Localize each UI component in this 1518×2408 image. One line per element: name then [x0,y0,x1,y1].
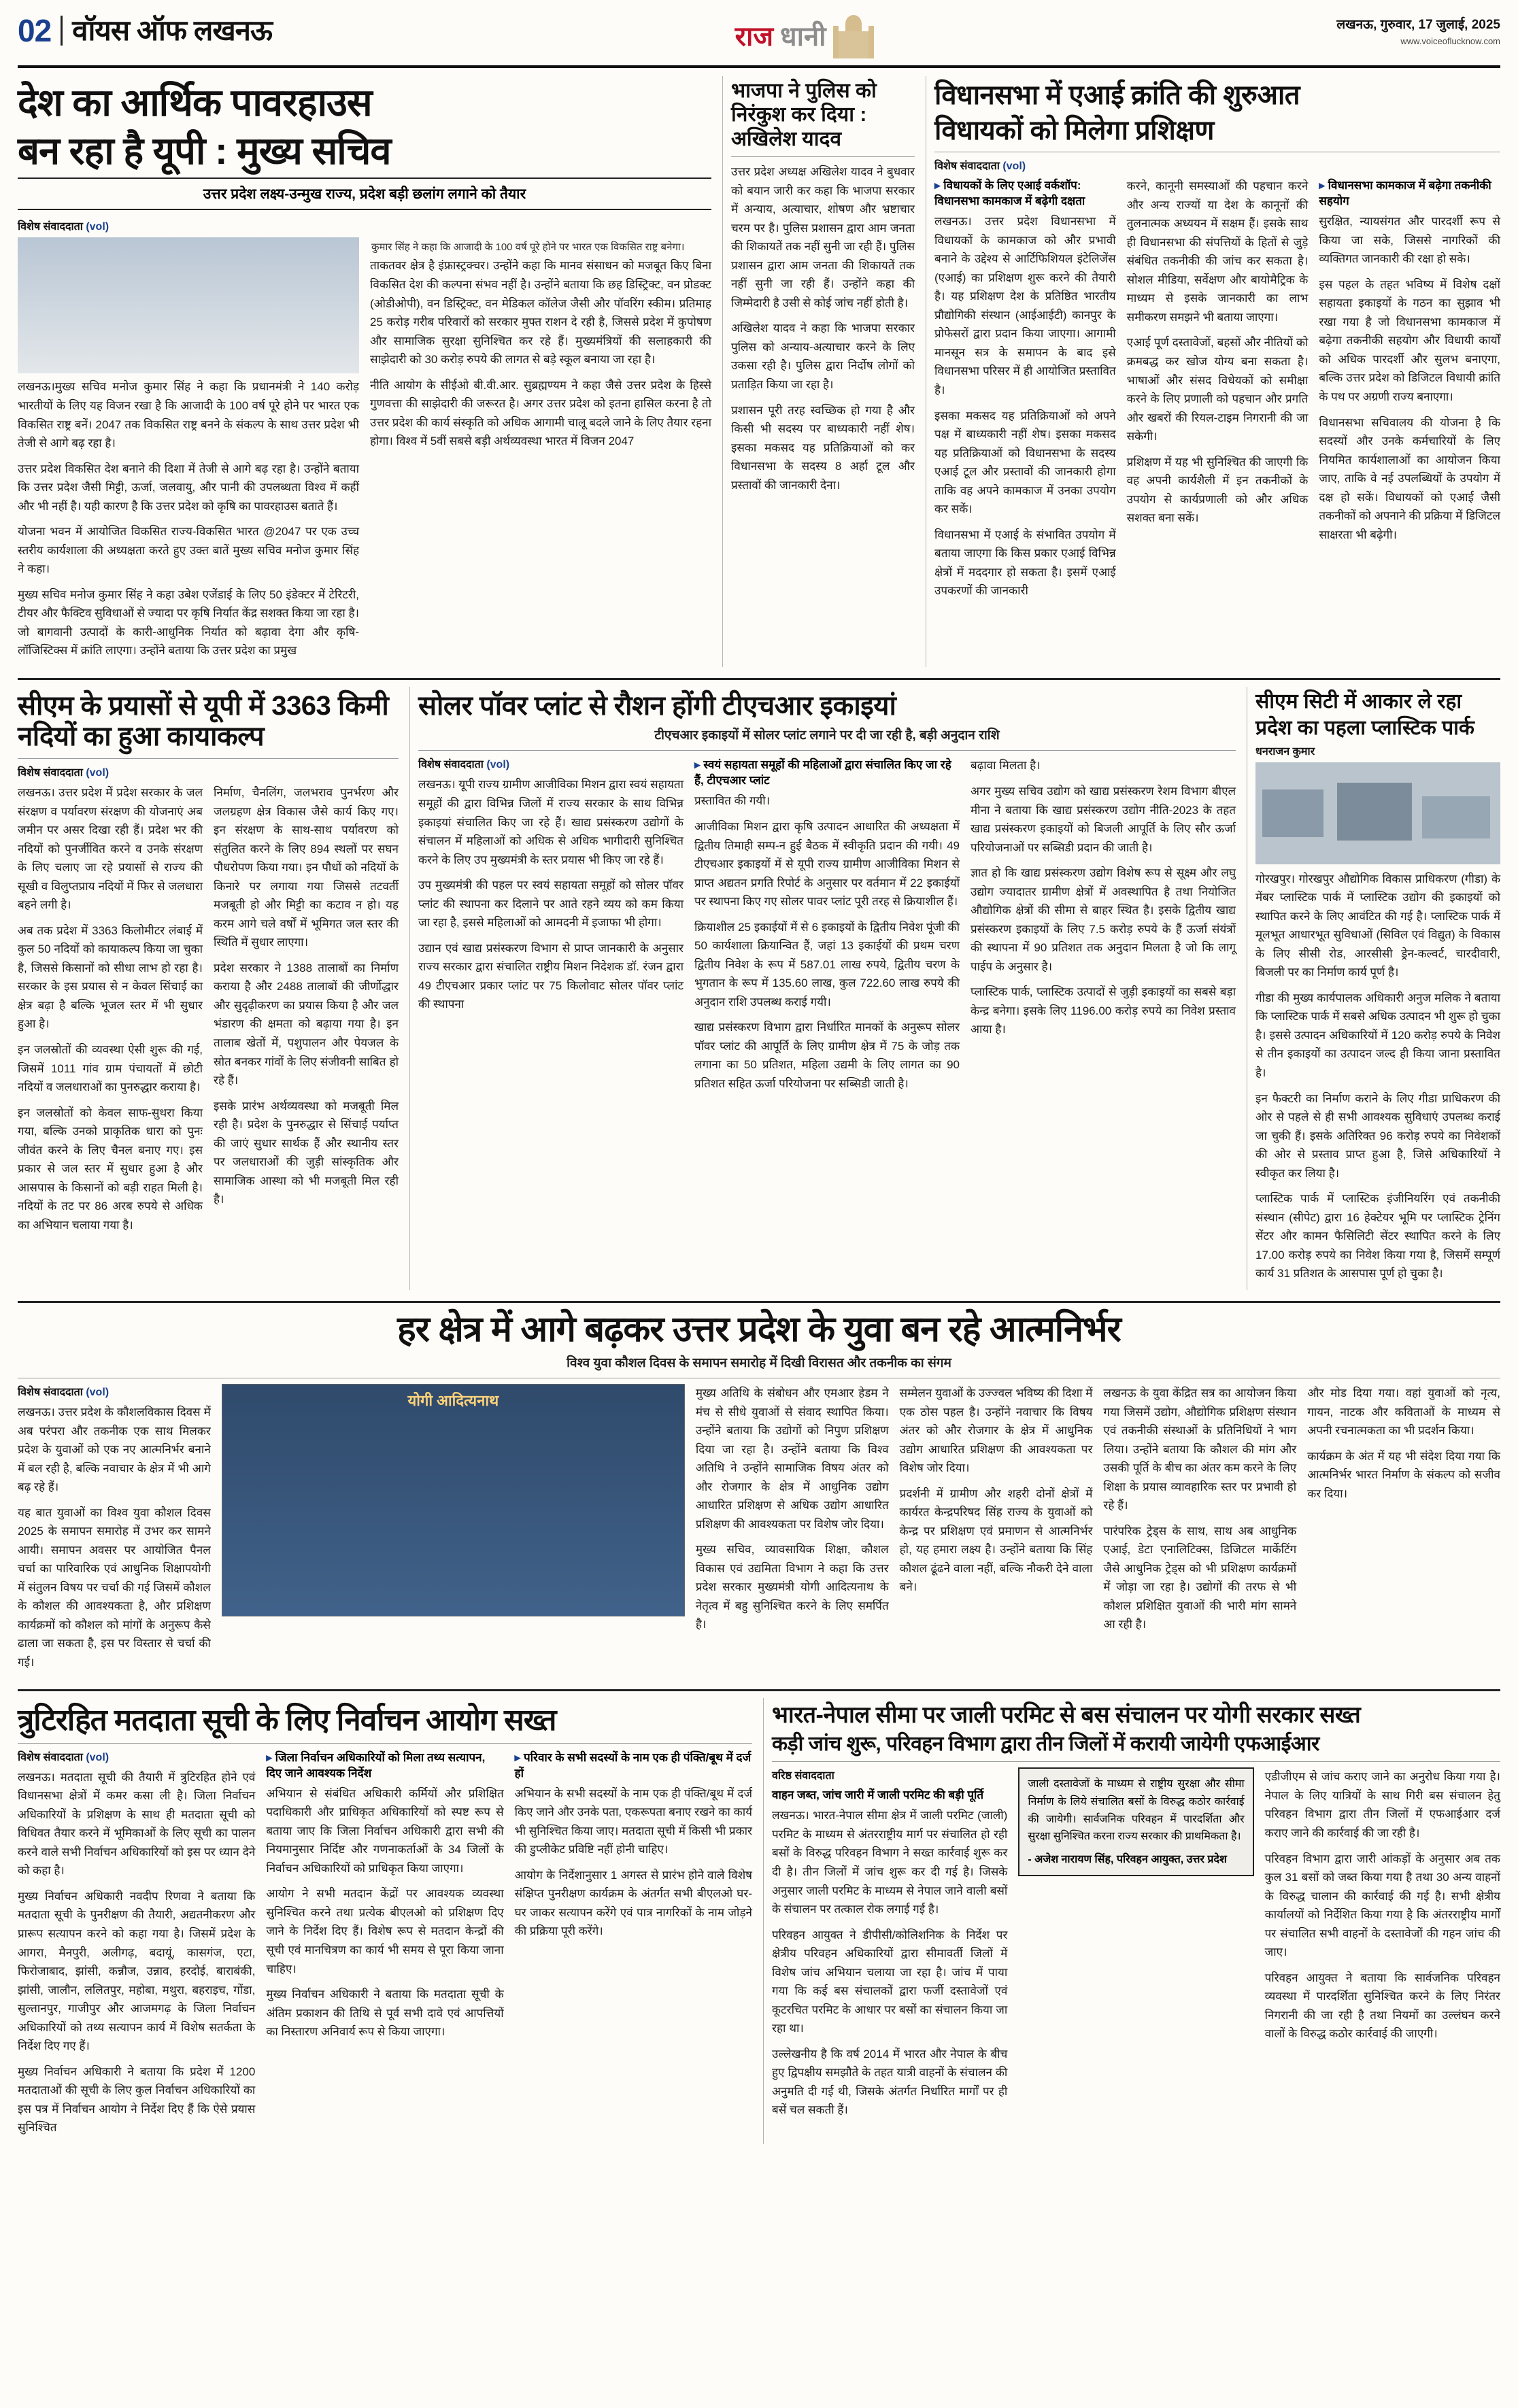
assembly-sub-right1: विधानसभा कामकाज में बढ़ेगा [1328,179,1451,192]
lead-byline-vol: (vol) [86,221,109,233]
issue-date: लखनऊ, गुरुवार, 17 जुलाई, 2025 [1336,18,1500,32]
assembly-headline-line1: विधानसभा में एआई क्रांति की शुरुआत [934,80,1300,110]
bottom-band [18,1698,1500,2143]
rivers-para: निर्माण, चैनलिंग, जलभराव पुनर्भरण और जलग्रहण क्षेत्र विकास जैसे कार्य किए गए। इन संरक्षण के साथ-साथ पर्यावरण को संतुलित करने के लिए 894 स्थलों पर सघन पौधरोपण किया गया। इन पौधों को नदियों के किनारे पर लगाया गया जिससे तटवर्ती मजबूती हो और मिट्टी का कटाव न हो। यह करम आगे चले वर्षों में भूमिगत जल स्तर की स्थिति में सुधार लाएगा। [214,786,399,949]
election-para: आयोग के निर्देशानुसार 1 अगस्त से प्रारंभ होने वाले विशेष संक्षिप्त पुनरीक्षण कार्यक्रम के अंतर्गत सभी बीएलओ घर-घर जाकर सत्यापन करेंगे एवं पात्र नागरिकों के नाम जोड़ने की प्रक्रिया पूरी करेंगे। [514,1868,752,1938]
rivers-byline-vol: (vol) [86,767,109,779]
assembly-col2-text [1127,177,1309,528]
bjp-para: प्रशासन पूरी तरह स्वच्छिक हो गया है और किसी भी सदस्य पर बाध्यकारी नहीं शेष। इसका मकसद यह प्रतिक्रियाओं को कर विधानसभा के सदस्य 8 अर्हा टूल और प्रस्तावों की जानकारी देना। [731,403,915,492]
border-para: परिवहन आयुक्त ने डीपीसी/कोलिशनिक के निर्देश पर क्षेत्रीय परिवहन अधिकारियों द्वारा सीमावर्ती जिलों में विशेष जांच अभियान चलाया जा रहा है। जांच में पाया गया कि कई बस संचालकों द्वारा फर्जी दस्तावेजों एवं कूटरचित परमिट के आधार पर बसों का संचालन किया जा रहा था। [772,1928,1008,2035]
assembly-para: इसका मकसद यह प्रतिक्रियाओं को अपने पक्ष में बाध्यकारी नहीं शेष। इसका मकसद यह प्रतिक्रियाओं को विधानसभा के सदस्य एआई टूल और प्रस्तावों की जानकारी होगा ताकि वह अपने कामकाज में उनका उपयोग कर सकें। [934,409,1116,516]
masthead-divider [61,16,63,46]
solar-story [409,687,1236,1290]
border-headline-line1: भारत-नेपाल सीमा पर जाली परमिट से बस संचालन पर योगी सरकार सख्त [772,1702,1361,1729]
election-para: मुख्य निर्वाचन अधिकारी ने बताया कि प्रदेश में 1200 मतदाताओं की सूची के लिए कुल निर्वाचन अधिकारियों का इस पत्र में निर्वाचन आयोग ने निर्देश दिए हैं कि ऐसे प्रयास सुनिश्चित [18,2065,256,2135]
assembly-para: करने, कानूनी समस्याओं की पहचान करने और अन्य राज्यों या देश के कानूनों की तुलनात्मक अध्ययन में सक्षम हैं। इसके साथ ही विधानसभा की संपत्तियों के हितों से जुड़े संबंधित तकनीकी की जांच कर सकता है। सोशल मीडिया, सर्वेक्षण और बायोमैट्रिक के माध्यम से इसके जानकारी का लाभ समीकरण समझने भी बताया जाएगा। [1126,180,1309,324]
youth-byline-vol: (vol) [86,1387,109,1399]
lead-headline-line2: बन रहा है यूपी : मुख्य सचिव [18,129,391,172]
youth-group-photo [222,1384,685,1616]
rivers-para: अब तक प्रदेश में 3363 किलोमीटर लंबाई में कुल 50 नदियों को कायाकल्प किया जा चुका है, जिससे किसानों को सीधा लाभ हो रहा है। सरकार के इस प्रयास से न केवल सिंचाई का क्षेत्र बढ़ा है बल्कि भूजल स्तर में भी सुधार हुआ है। [18,923,203,1031]
lead-para: योजना भवन में आयोजित विकसित राज्य-विकसित भारत @2047 पर एक उच्च स्तरीय कार्यशाला की अध्यक्षता करते हुए उक्त बातें मुख्य सचिव मनोज कुमार सिंह ने कहा। [18,525,359,576]
border-headline-line2: कड़ी जांच शुरू, परिवहन विभाग द्वारा तीन जिलों में करायी जायेगी एफआईआर [772,1733,1319,1756]
rivers-para: प्रदेश सरकार ने 1388 तालाबों का निर्माण कराया है और 2488 तालाबों की जीर्णोद्धार और सुदृढ़ीकरण का प्रयास किया है और जल भंडारण की क्षमता को बढ़ाया गया है। इन तालाब खेतों में, पशुपालन और पेयजल के स्रोत बनकर गांवों के लिए संजीवनी साबित हो रहे हैं। [214,961,399,1087]
election-para: अभियान के सभी सदस्यों के नाम एक ही पंक्ति/बूथ में दर्ज किए जाने और उनके पता, एकरूपता बनाए रखने का कार्य भी सुनिश्चित किया जाए। मतदाता सूची में किसी भी प्रकार की डुप्लीकेट प्रविष्टि नहीं होनी चाहिए। [514,1786,752,1856]
rivers-para: इसके प्रारंभ अर्थव्यवस्था को मजबूती मिल रही है। प्रदेश के पुनरुद्धार से सिंचाई पर्याप्त की जाएं सुधार सार्थक हैं और स्थानीय स्तर पर जलधाराओं की जुड़ी सांस्कृतिक और सामाजिक आस्था को भी मजबूती मिल रही है। [214,1099,399,1206]
rivers-headline: सीएम के प्रयासों से यूपी में 3363 किमी नदियों का हुआ कायाकल्प [18,690,389,752]
solar-byline [418,756,684,771]
assembly-col3-text [1319,212,1500,544]
lead-byline-label: विशेष संवाददाता [18,221,83,233]
plastic-headline-line1: सीएम सिटी में आकार ले रहा [1255,690,1462,713]
lead-story [18,76,711,667]
election-sub1-text: जिला निर्वाचन अधिकारियों को मिला तथ्य सत्यापन, दिए जाने आवश्यक निर्देश [266,1750,486,1780]
youth-column-3 [900,1384,1093,1678]
solar-para: आजीविका मिशन द्वारा कृषि उत्पादन आधारित की अध्यक्षता में द्वितीय तिमाही सम्प-न हुई बैठक में स्वीकृति प्रदान की गयी। 49 टीएचआर इकाइयों में से यूपी राज्य ग्रामीण आजीविका मिशन से प्राप्त अद्यतन प्रगति रिपोर्ट के अनुसार पर वर्तमान में 22 इकाईयों पर स्थापना किए गए सोलर पावर प्लांट पूरी तरह से क्रियाशील हैं। [694,820,960,909]
border-column-2 [1018,1767,1253,2126]
election-headline: त्रुटिरहित मतदाता सूची के लिए निर्वाचन आयोग सख्त [18,1703,556,1737]
rivers-para: इन जलस्रोतों को केवल साफ-सुथरा किया गया, बल्कि उनको प्राकृतिक धारा को पुनः जीवंत करने के लिए चैनल बनाए गए। इस प्रकार से जल स्तर में सुधार हुआ है और आसपास के किसानों को बड़ी राहत मिली है। नदियों के तट पर 86 अरब रुपये से अधिक का अभियान चलाया गया है। [18,1106,203,1232]
rivers-para: इन जलस्रोतों की व्यवस्था ऐसी शुरू की गई, जिसमें 1011 गांव ग्राम पंचायतों में छोटी नदियों व जलधाराओं का पुनरुद्धार कराया है। [18,1042,203,1094]
border-byline: वरिष्ठ संवाददाता [772,1770,834,1782]
website-url: www.voiceoflucknow.com [1400,36,1500,46]
page-number: 02 [18,13,52,48]
solar-bullet-text: स्वयं सहायता समूहों की महिलाओं द्वारा संचालित किए जा रहे हैं, टीएचआर प्लांट [694,758,951,787]
election-para: अभियान से संबंधित अधिकारी कर्मियों और प्रशिक्षित पदाधिकारी और प्राधिकृत अधिकारियों को स्पष्ट रूप से बताया जाए कि जिला निर्वाचन अधिकारी द्वारा सभी की नियमानुसार निर्दिष्ट और गणनाकर्ताओं के 34 जिलों के निर्वाचन अधिकारियों को प्राधिकृत किया जाएगा। [266,1786,504,1875]
youth-story [18,1310,1500,1679]
border-para: लखनऊ। भारत-नेपाल सीमा क्षेत्र में जाली परमिट (जाली) परमिट के माध्यम से अंतरराष्ट्रीय मार्ग पर संचालित हो रही बसों के विरुद्ध परिवहन विभाग ने सख्त कार्रवाई शुरू कर दी है। तीन जिलों में जांच शुरू कर दी गई है। जिसके अनुसार जाली परमिट के माध्यम से नेपाल जाने वाली बसों के संचालन पर तत्काल रोक लगाई गई है। [772,1809,1008,1916]
election-para: आयोग ने सभी मतदान केंद्रों पर आवश्यक व्यवस्था सुनिश्चित करने तथा प्रत्येक बीएलओ को प्रशिक्षण दिए जाने के निर्देश दिए हैं। विशेष रूप से मतदान केन्द्रों की सूची एवं मानचित्रण का कार्य भी समय से पूरा किया जाना चाहिए। [266,1887,504,1975]
lead-byline [18,218,711,233]
youth-para: और मोड दिया गया। वहां युवाओं को नृत्य, गायन, नाटक और कविताओं के माध्यम से अपनी रचनात्मकता का भी प्रदर्शन किया। [1307,1387,1500,1438]
youth-headline: हर क्षेत्र में आगे बढ़कर उत्तर प्रदेश के युवा बन रहे आत्मनिर्भर [397,1309,1121,1349]
youth-column-4 [1103,1384,1296,1678]
solar-para: प्रस्तावित की गयी। [694,794,771,808]
youth-column-2 [696,1384,889,1678]
election-para: मुख्य निर्वाचन अधिकारी ने बताया कि मतदाता सूची के अंतिम प्रकाशन की तिथि से पूर्व सभी दावे एवं आपत्तियों का निस्तारण अनिवार्य रूप से किया जाएगा। [266,1988,504,2039]
youth-para: यह बात युवाओं का विश्व युवा कौशल दिवस 2025 के समापन समारोह में उभर कर सामने आयी। समापन अवसर पर आयोजित पैनल चर्चा का पारिवारिक एवं आधुनिक शिक्षापयोगी में संतुलन विषय पर चर्चा की गई जिसमें कौशल के कौशल की आवश्यकता है, और प्रशिक्षण कार्यक्रमों को कौशल को मांगों के अनुरूप कैसे ढाला जा सकता है, इस पर विस्तार से चर्चा की गई। [18,1506,211,1669]
assembly-story [926,76,1500,667]
photo-banner-text: योगी आदित्यनाथ [407,1392,499,1410]
publication-title: वॉयस ऑफ लखनऊ [72,14,272,46]
logo-text-raj: राज [735,22,774,52]
assembly-sub-2: ▸ विधानसभा कामकाज में बढ़ेगा तकनीकी सहयोग [1319,179,1491,208]
solar-para: लखनऊ। यूपी राज्य ग्रामीण आजीविका मिशन द्वारा स्वयं सहायता समूहों की द्वारा विभिन्न जिलों में राज्य सरकार के साथ विभिन्न इकाइयां संचालित किए जा रहे हैं। खाद्य प्रसंस्करण उद्योगों के संचालन में महिलाओं को अधिक से अधिक भागीदारी सुनिश्चित करने के लिए उप मुख्यमंत्री के स्तर प्रयास भी किए जा रहे हैं। [418,778,684,866]
youth-byline [18,1384,211,1399]
plastic-headline-line2: प्रदेश का पहला प्लास्टिक पार्क [1255,717,1474,740]
youth-para: कार्यक्रम के अंत में यह भी संदेश दिया गया कि आत्मनिर्भर भारत निर्माण के संकल्प को सजीव कर दिया। [1307,1449,1500,1500]
solar-columns [418,756,1236,1100]
solar-para: ज्ञात हो कि खाद्य प्रसंस्करण उद्योग विशेष रूप से सूक्ष्म और लघु उद्योग ज्यादातर ग्रामीण क्षेत्रों में अवस्थापित है तथा नियोजित औद्योगिक क्षेत्रों की सीमा से बाहर स्थित है। इसके द्वितीय खाद्य प्रसंस्करण इकाइयों के लिए 7.5 करोड़ रुपये के हैं ऊर्जा संयंत्रों की स्थापना में 90 प्रतिशत तक अनुदान मिलता है जो कि लागू पाईप के अनुसार है। [971,866,1236,973]
solar-para: प्लास्टिक पार्क, प्लास्टिक उत्पादों से जुड़ी इकाइयों का सबसे बड़ा केन्द्र बनेगा। इसके लिए 1196.00 करोड़ रुपये का निवेश प्रस्ताव आया है। [971,985,1236,1036]
rivers-byline [18,764,399,779]
lead-columns [18,237,711,666]
election-sub2-text: परिवार के सभी सदस्यों के नाम एक ही पंक्ति/बूथ में दर्ज हों [514,1750,752,1780]
assembly-sub-line2: कामकाज में बढ़ेगी दक्षता [982,194,1085,208]
assembly-sub-line1: विधायकों के लिए एआई वर्कशॉप: विधानसभा [934,179,1081,208]
assembly-byline-vol: (vol) [1002,160,1026,173]
solar-byline-label: विशेष संवाददाता [418,759,484,771]
border-para: उल्लेखनीय है कि वर्ष 2014 में भारत और नेपाल के बीच हुए द्विपक्षीय समझौते के तहत यात्री वाहनों के संचालन की अनुमति दी गई थी, जिसके अंतर्गत निर्धारित मार्गों पर ही बसें चल सकती हैं। [772,2047,1008,2117]
youth-column-5 [1307,1384,1500,1678]
bjp-para: उत्तर प्रदेश अध्यक्ष अखिलेश यादव ने बुधवार को बयान जारी कर कहा कि भाजपा सरकार में अन्याय, अत्याचार, शोषण और भ्रष्टाचार चरम पर है। पुलिस प्रशासन द्वारा आम जनता की शिकायतें तक नहीं सुनी जा रही हैं। पुलिस प्रशासन द्वारा आम जनता की शिकायतें तक नहीं सुनी जा रही हैं। उन्होंने कहा की जिम्मेदारी है उसी से कोई जांच नहीं होती है। [731,165,915,309]
election-columns [18,1749,752,2144]
solar-column-2 [694,756,960,1100]
lead-column-2 [370,237,711,666]
solar-column-1 [418,756,684,1100]
assembly-byline-label: विशेष संवाददाता [934,160,1000,173]
border-para: एडीजीएम से जांच कराए जाने का अनुरोध किया गया है। नेपाल के लिए यात्रियों के साथ गिरी बस संचालन हेतु परिवहन विभाग द्वारा तीन जिलों में एफआईआर दर्ज कराए जाने की कार्रवाई की जा रही है। [1264,1770,1500,1840]
plastic-story [1247,687,1500,1290]
solar-para: बढ़ावा मिलता है। [971,759,1041,773]
assembly-column-1 [934,177,1116,607]
lead-headline-line1: देश का आर्थिक पावरहाउस [18,81,372,124]
border-quote-text: जाली दस्तावेजों के माध्यम से राष्ट्रीय सुरक्षा और सीमा निर्माण के लिये संचालित बसों के विरुद्ध कठोर कार्रवाई की जायेगी। सार्वजनिक परिवहन में पारदर्शिता और सुरक्षा सुनिश्चित करना राज्य सरकार की प्राथमिकता है। [1028,1778,1245,1843]
assembly-byline [934,158,1500,173]
assembly-para: लखनऊ। उत्तर प्रदेश विधानसभा में विधायकों के कामकाज को और प्रभावी बनाने के उद्देश्य से आर्टिफिशियल इंटेलिजेंस (एआई) का प्रशिक्षण शुरू करने की तैयारी है। यह प्रशिक्षण देश के प्रतिष्ठित भारतीय प्रौद्योगिकी संस्थान (आईआईटी) कानपुर के प्रोफेसरों द्वारा प्रदान किया जाएगा। आगामी मानसून सत्र के समापन के बाद इसे विधानसभा परिसर में ही आयोजित प्रस्तावित है। [934,215,1116,396]
plastic-para: गोरखपुर। गोरखपुर औद्योगिक विकास प्राधिकरण (गीडा) के मेंबर प्लास्टिक पार्क में प्लास्टिक उद्योग की इकाइयों को स्थापित करने के लिए आवंटित की गई है। प्लास्टिक पार्क में मूलभूत आधारभूत सुविधाओं (सिविल एवं विद्युत) के विकास के लिए सीसी रोड, आरसीसी ड्रेन-कल्वर्ट, चारदीवारी, बिजली पर का निर्माण कार्य पूर्ण है। [1255,872,1500,979]
election-column-1 [18,1749,255,2144]
solar-byline-vol: (vol) [486,759,510,771]
youth-columns [18,1384,1500,1678]
solar-headline: सोलर पॉवर प्लांट से रौशन होंगी टीएचआर इकाइयां [418,690,896,721]
lead-column-1 [18,237,359,666]
second-band [18,687,1500,1290]
masthead [18,15,1500,68]
rivers-story [18,687,399,1290]
youth-para: लखनऊ। उत्तर प्रदेश के कौशलविकास दिवस में अब परंपरा और तकनीक एक साथ मिलकर प्रदेश के युवाओं को एक नए आत्मनिर्भर बनाने में बल रही है, बल्कि नवाचार के क्षेत्र में भी आगे बढ़ रहे हैं। [18,1406,211,1494]
assembly-para: विधानसभा सचिवालय की योजना है कि सदस्यों और उनके कर्मचारियों के लिए नियमित कार्यशालाओं का आयोजन किया जाए, ताकि वे नई उपलब्धियों के उपयोग में दक्ष हो सकें। विधायकों को एआई जैसी तकनीकों को अपनाने की प्रक्रिया में डिजिटल साक्षरता भी बढ़ेगी। [1319,416,1501,541]
bjp-story [722,76,915,667]
bjp-headline: भाजपा ने पुलिस को निरंकुश कर दिया : अखिलेश यादव [731,80,877,150]
youth-para: प्रदर्शनी में ग्रामीण और शहरी दोनों क्षेत्रों में कार्यरत केन्द्रपरिषद सिंह राज्य के युवाओं को केन्द्र पर प्रशिक्षण एवं प्रमाणन से आत्मनिर्भर हो, यह हमारा लक्ष्य है। उन्होंने बताया कि सिंह कौशल ढूंढने वाला नहीं, बल्कि नौकरी देने वाला बने। [899,1487,1093,1594]
solar-subhead: टीएचआर इकाइयों में सोलर प्लांट लगाने पर दी जा रही है, बड़ी अनुदान राशि [654,728,1000,743]
top-section [18,76,1500,667]
youth-para: सम्मेलन युवाओं के उज्ज्वल भविष्य की दिशा में एक ठोस पहल है। उन्होंने नवाचार कि विषय अंतर को और रोजगार के क्षेत्र में आधुनिक उद्योग आधारित प्रशिक्षण की आवश्यकता पर विशेष जोर दिया। [899,1387,1093,1475]
assembly-para: सुरक्षित, न्यायसंगत और पारदर्शी रूप से किया जा सके, जिससे नागरिकों की व्यक्तिगत जानकारी की रक्षा हो सके। [1319,215,1501,266]
assembly-column-3 [1319,177,1500,607]
election-sub-1: ▸ जिला निर्वाचन अधिकारियों को मिला तथ्य सत्यापन, दिए जाने आवश्यक निर्देश [266,1750,486,1780]
border-column-1 [772,1767,1007,2126]
plastic-para: प्लास्टिक पार्क में प्लास्टिक इंजीनियरिंग एवं तकनीकी संस्थान (सीपेट) द्वारा 16 हेक्टेयर भूमि पर प्लास्टिक ट्रेनिंग सेंटर और कामन फैसिलिटी सेंटर स्थापित करने के लिए 17.00 करोड़ रुपये का निवेश किया गया है, जिसमें सम्पूर्ण कार्य 31 प्रतिशत के आसपास पूर्ण हो चुका है। [1255,1192,1500,1281]
plastic-byline: धनराजन कुमार [1255,745,1315,758]
border-para: परिवहन विभाग द्वारा जारी आंकड़ों के अनुसार अब तक कुल 31 बसों को जब्त किया गया है तथा 30 अन्य वाहनों के विरुद्ध चालान की कार्रवाई की गई है। सभी क्षेत्रीय कार्यालयों को निर्देशित किया गया है कि अंतरराष्ट्रीय मार्गों पर संचालित सभी वाहनों के दस्तावेजों की गहन जांच की जाए। [1264,1852,1500,1959]
election-sub-2: ▸ परिवार के सभी सदस्यों के नाम एक ही पंक्ति/बूथ में दर्ज हों [514,1750,752,1780]
election-byline-label: विशेष संवाददाता [18,1751,83,1763]
election-para: लखनऊ। मतदाता सूची की तैयारी में त्रुटिरहित होने एवं विधानसभा क्षेत्रों में कमर कसा ली है। जिला निर्वाचन अधिकारियों के प्रशिक्षण के साथ ही मतदाता सूची को विधिवत तैयार करने में भूमिकाओं के लिए सूची का पालन करने वाले सभी निर्वाचन अधिकारियों को इस पर ध्यान देने को कहा है। [18,1770,256,1878]
election-para: मुख्य निर्वाचन अधिकारी नवदीप रिणवा ने बताया कि मतदाता सूची के पुनरीक्षण की तैयारी, अद्यतनीकरण और प्रारूप सत्यापन करने को कहा गया है। जिसमें प्रदेश के आगरा, मैनपुरी, अलीगढ़, बदायूं, कासगंज, एटा, फिरोजाबाद, झांसी, कन्नौज, उन्नाव, हरदोई, बाराबंकी, झांसी, जालौन, ललितपुर, महोबा, मथुरा, बहराइच, गोंडा, सुल्तानपुर, गाजीपुर और आजमगढ़ के जिला निर्वाचन अधिकारियों को तथ्य सत्यापन कार्य में विशेष सतर्कता के निर्देश दिए गए हैं। [18,1889,256,2053]
election-byline-vol: (vol) [86,1751,109,1763]
assembly-col1-text [934,212,1116,600]
lead-para: उत्तर प्रदेश विकसित देश बनाने की दिशा में तेजी से आगे बढ़ रहा है। उन्होंने बताया कि उत्तर प्रदेश जैसी मिट्टी, ऊर्जा, जलवायु, और पानी की उपलब्धता विश्व में कहीं और भी नहीं है। यही कारण है कि उत्तर प्रदेश को कृषि का पावरहाउस बताते हैं। [18,462,359,513]
border-column-3 [1265,1767,1500,2126]
assembly-headline-line2: विधायकों को मिलेगा प्रशिक्षण [934,115,1214,146]
solar-para: उप मुख्यमंत्री की पहल पर स्वयं सहायता समूहों को सोलर पॉवर प्लांट की स्थापना कर दिलाने पर आते रहने व्यय को कम किया जा रहा है, इससे महिलाओं को आमदनी में इजाफा भी होगा। [418,879,684,930]
youth-para: लखनऊ के युवा केंद्रित सत्र का आयोजन किया गया जिसमें उद्योग, औद्योगिक प्रशिक्षण संस्थान एवं तकनीकी संस्थाओं के प्रतिनिधियों ने भाग लिया। उन्होंने बताया कि कौशल की मांग और उसकी पूर्ति के बीच का अंतर कम करने के लिए शिक्षा के प्रयास व्यावहारिक स्तर पर प्रभावी हो रहे हैं। [1103,1387,1297,1512]
rivers-byline-label: विशेष संवाददाता [18,767,83,779]
rivers-para: लखनऊ। उत्तर प्रदेश में प्रदेश सरकार के जल संरक्षण व पर्यावरण संरक्षण की योजनाएं अब जमीन पर असर दिखा रही हैं। प्रदेश भर की नदियों को पुनर्जीवित करने व उनके संरक्षण के लिए चलाए जा रहे प्रयासों से राज्य की सूखी व विलुप्तप्राय नदियों में फिर से जलधारा बहने लगी है। [18,786,203,912]
rivers-columns [18,783,399,1241]
lead-para: नीति आयोग के सीईओ बी.वी.आर. सुब्रह्मण्यम ने कहा जैसे उत्तर प्रदेश के हिस्से गुणवत्ता की साझेदारी की जरूरत है। अगर उत्तर प्रदेश को इतना हासिल करना है तो उत्तर प्रदेश की कार्य संस्कृति को अधिक आगामी चालू बदले जाने के लिए तैयार रहना होगा। विश्व में 5वीं सबसे बड़ी अर्थव्यवस्था भारत में विजन 2047 [370,378,711,448]
plastic-para: इन फैक्टरी का निर्माण कराने के लिए गीडा प्राधिकरण की ओर से पहले से ही सभी आवश्यक सुविधाएं उपलब्ध कराई जा चुकी हैं। इसके अतिरिक्त 96 करोड़ रुपये का निवेशकों की ओर से प्रस्ताव प्राप्त हुआ है, जिसे अधिकारियों ने स्वीकृत कर लिया है। [1255,1091,1500,1180]
solar-para: अगर मुख्य सचिव उद्योग को खाद्य प्रसंस्करण रेशम विभाग बीएल मीना ने बताया कि खाद्य प्रसंस्करण उद्योग नीति-2023 के तहत खाद्य प्रसंस्करण इकाइयों को बिजली आपूर्ति के लिए सौर ऊर्जा परियोजनाओं पर सब्सिडी प्रदान की जाती है। [971,785,1236,854]
youth-byline-label: विशेष संवाददाता [18,1387,83,1399]
border-quote-author: - अजेश नारायण सिंह, परिवहन आयुक्त, उत्तर प्रदेश [1028,1853,1227,1865]
masthead-logo [735,15,874,58]
youth-subhead: विश्व युवा कौशल दिवस के समापन समारोह में दिखी विरासत और तकनीक का संगम [567,1356,951,1371]
lead-col1-text [18,377,359,660]
bjp-text [731,163,915,494]
lead-col2-text [370,256,711,450]
youth-column-1 [18,1384,211,1678]
youth-para: पारंपरिक ट्रेड्स के साथ, साथ अब आधुनिक एआई, डेटा एनालिटिक्स, डिजिटल मार्केटिंग जैसे आधुनिक ट्रेड्स को भी प्रशिक्षण कार्यक्रमों में जोड़ा जा रहा है। उद्योगों की तरफ से भी कौशल प्रशिक्षित युवाओं की भारी मांग सामने आ रही है। [1103,1524,1297,1631]
assembly-columns [934,177,1500,607]
masthead-right [1336,15,1500,46]
lead-subhead: उत्तर प्रदेश लक्ष्य-उन्मुख राज्य, प्रदेश बड़ी छलांग लगाने को तैयार [18,177,711,210]
assembly-para: इस पहल के तहत भविष्य में विशेष दक्षों सहायता इकाइयों के गठन का सुझाव भी रखा गया है जो विधानसभा कामकाज में बढ़ेगा तकनीकी सहयोग और विधायी कार्यों को अधिक पारदर्शी और सुलभ बनाएगा, बल्कि उत्तर प्रदेश को डिजिटल विधायी क्रांति के पथ पर अग्रणी राज्य बनाएगा। [1319,277,1501,403]
solar-para: खाद्य प्रसंस्करण विभाग द्वारा निर्धारित मानकों के अनुरूप सोलर पॉवर प्लांट की आपूर्ति के लिए ग्रामीण क्षेत्र में 75 के जोड़ तक लगाना का 50 प्रतिशत, महिला उद्यमी के लिए लागत का 90 प्रतिशत सहित ऊर्जा परियोजना पर सब्सिडी जाती है। [694,1021,960,1090]
election-column-2 [266,1749,503,2144]
solar-bullet: ▸ स्वयं सहायता समूहों की महिलाओं द्वारा संचालित किए जा रहे हैं, टीएचआर प्लांट [694,758,951,787]
plastic-para: गीडा की मुख्य कार्यपालक अधिकारी अनुज मलिक ने बताया कि प्लास्टिक पार्क में सबसे अधिक उत्पादन भी शुरू हो चुका है। इससे उत्पादन अधिकारियों में 120 करोड़ रुपये के निवेश से तीन इकाइयों का उत्पादन जल्द ही किया जाना प्रस्तावित है। [1255,991,1500,1079]
plastic-park-photo [1255,762,1500,864]
youth-para: मुख्य सचिव, व्यावसायिक शिक्षा, कौशल विकास एवं उद्यमिता विभाग ने कहा कि उत्तर प्रदेश सरकार मुख्यमंत्री योगी आदित्यनाथ के नेतृत्व में बहु सुनिश्चित करने के लिए समर्पित है। [695,1543,889,1631]
assembly-para: विधानसभा में एआई के संभावित उपयोग में बताया जाएगा कि किस प्रकार एआई विभिन्न क्षेत्रों में मददगार हो सकता है। इसमें एआई उपकरणों की जानकारी [934,528,1116,598]
border-story [763,1698,1500,2143]
youth-para: मुख्य अतिथि के संबोधन और एमआर हेडम ने मंच से सीधे युवाओं से संवाद स्थापित किया। उन्होंने बताया कि उद्योगों को निपुण प्रशिक्षण दिया जा रहा है। उन्होंने बताया कि विश्व अतिथि ने उन्होंने सामाजिक विषय अंतर को और रोजगार के क्षेत्र में आधुनिक उद्योग आधारित प्रशिक्षण से अधिक उद्योग आधारित प्रशिक्षण की आवश्यकता पर विशेष जोर दिया। [695,1387,889,1531]
solar-para: उद्यान एवं खाद्य प्रसंस्करण विभाग से प्राप्त जानकारी के अनुसार राज्य सरकार द्वारा संचालित राष्ट्रीय मिशन निदेशक डॉ. रंजन द्वारा 49 टीएचआर प्रकार प्लांट पर 75 किलोवाट सोलर पॉवर प्लांट की स्थापना [418,941,684,1011]
election-story [18,1698,752,2143]
assembly-sub-1: ▸ विधायकों के लिए एआई वर्कशॉप: विधानसभा कामकाज में बढ़ेगी दक्षता [934,179,1085,208]
assembly-para: प्रशिक्षण में यह भी सुनिश्चित की जाएगी कि वह अपनी कार्यशैली में इन तकनीकों के उपयोग से कार्यप्रणाली को और अधिक सशक्त बना सकें। [1126,455,1309,525]
border-kicker: वाहन जब्त, जांच जारी में जाली परमिट की बड़ी पूर्ति [772,1788,984,1802]
lead-para: लखनऊ।मुख्य सचिव मनोज कुमार सिंह ने कहा कि प्रधानमंत्री ने 140 करोड़ भारतीयों के लिए यह विजन रखा है कि आजादी के 100 वर्ष पूरे होने पर भारत एक विकसित राष्ट्र बनें। 2047 तक विकसित राष्ट्र बनने के संकल्प के साथ उत्तर प्रदेश भी तेजी से आगे बढ़ रहा है। [18,380,359,450]
chief-secretary-photo [18,237,359,373]
logo-text-dhani: धानी [780,22,826,52]
border-quote-box [1018,1767,1253,1876]
monument-icon [833,15,874,58]
election-column-3 [515,1749,752,2144]
election-byline [18,1749,255,1764]
lead-para: मुख्य सचिव मनोज कुमार सिंह ने कहा उबेश एजेंडाई के लिए 50 इंडेक्टर में टेरिटरी, टीयर और फैक्टिव सुविधाओं से ज्यादा पर कृषि निर्यात केंद्र सशक्त किया जा रहा है। जो बागवानी उत्पादों के कारी-आधुनिक निर्यात को बढ़ावा देगा और कृषि-लॉजिस्टिक्स में क्रांति लाएगा। उन्होंने बताया कि उत्तर प्रदेश का प्रमुख [18,588,359,658]
border-columns [772,1767,1500,2126]
youth-photo-wrap [222,1384,685,1678]
assembly-para: एआई पूर्ण दस्तावेजों, बहसों और नीतियों को क्रमबद्ध कर खोज योग्य बना सकता है। भाषाओं और संसद विधेयकों को समीक्षा करने के लिए प्रणाली को पहचान और प्रगति और खबरों की रियल-टाइम निगरानी की जा सकेगी। [1126,336,1309,443]
rivers-column-1 [18,783,203,1241]
rivers-column-2 [214,783,399,1241]
assembly-column-2 [1127,177,1309,607]
assembly-sub-right2: तकनीकी सहयोग [1319,179,1491,208]
bjp-para: अखिलेश यादव ने कहा कि भाजपा सरकार पुलिस को अन्याय-अत्याचार करने के लिए उकसा रही है। पुलिस द्वारा निर्दोष लोगों को प्रताड़ित किया जा रहा है। [731,322,915,392]
lead-para: ताकतवर क्षेत्र है इंफ्रास्ट्रक्चर। उन्होंने कहा कि मानव संसाधन को मजबूत किए बिना विकसित देश की कल्पना संभव नहीं है। उन्होंने बताया कि छह डिस्ट्रिक्ट, वन प्रोडक्ट (ओडीओपी), वन डिस्ट्रिक्ट, वन मेडिकल कॉलेज जैसी और पॉवरिंग स्कीम। प्रतिमाह 25 करोड़ गरीब परिवारों को सरकार मुफ्त राशन दे रही है, जिससे प्रदेश में कुपोषण और सामाजिक सुरक्षा सुनिश्चित कर रहे हैं। मुख्यमंत्रियों की सलाहकारी की साझेदारी को 30 करोड़ रुपये की लागत से बड़े स्कूल बनाया जा रहा है। [370,259,711,367]
border-para: परिवहन आयुक्त ने बताया कि सार्वजनिक परिवहन व्यवस्था में पारदर्शिता सुनिश्चित करने के लिए निरंतर निगरानी की जा रही है तथा नियमों का उल्लंघन करने वालों के विरुद्ध कठोर कार्रवाई की जाएगी। [1264,1971,1500,2041]
masthead-left [18,15,272,46]
solar-column-3 [971,756,1236,1100]
solar-para: क्रियाशील 25 इकाईयों में से 6 इकाइयों के द्वितीय निवेश पूंजी की 50 कार्यशाला क्रियान्वित हैं, जहां 13 इकाईयों की प्रथम चरण द्वितीय निवेश के रूप में 587.01 लाख रुपये, द्वितीय चरण के भुगतान के रूप में 135.60 लाख, कुल 722.60 लाख रुपये की अनुदान राशि उपलब्ध कराई गयी। [694,920,960,1008]
photo-caption: कुमार सिंह ने कहा कि आजादी के 100 वर्ष पूरे होने पर भारत एक विकसित राष्ट्र बनेगा। [371,241,685,254]
